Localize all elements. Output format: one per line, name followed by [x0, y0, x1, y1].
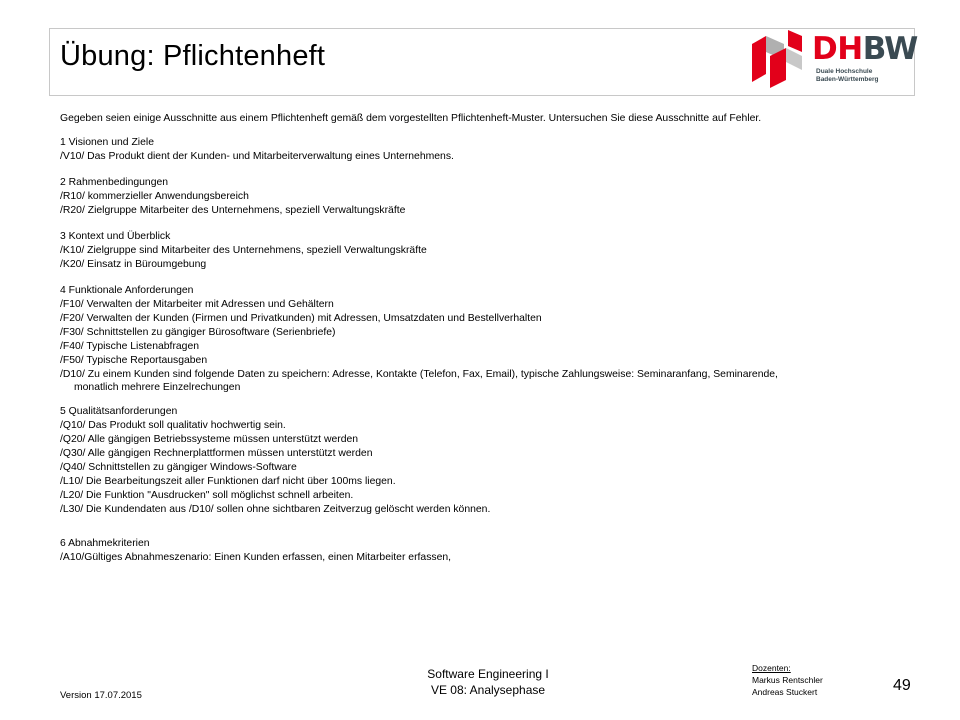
section-heading: 6 Abnahmekriterien: [60, 538, 150, 549]
list-item: /V10/ Das Produkt dient der Kunden- und Mitarbeiterverwaltung eines Unternehmens.: [60, 151, 454, 162]
list-item: /L20/ Die Funktion "Ausdrucken" soll möglichst schnell arbeiten.: [60, 490, 354, 501]
list-item: /R10/ kommerzieller Anwendungsbereich: [60, 191, 249, 202]
list-item-wrapped: [60, 368, 920, 393]
course-name: Software Engineering I: [427, 667, 549, 681]
section-abnahme: [60, 537, 920, 565]
section-heading: 5 Qualitätsanforderungen: [60, 406, 178, 417]
list-item: /L30/ Die Kundendaten aus /D10/ sollen ohne sichtbaren Zeitverzug gelöscht werden können.: [60, 504, 491, 515]
lecture-unit: VE 08: Analysephase: [430, 683, 546, 697]
page-number: 49: [893, 677, 911, 694]
lecturers: [752, 662, 823, 698]
dhbw-logo-mark-icon: [752, 30, 812, 88]
section-heading: 3 Kontext und Überblick: [60, 231, 171, 242]
lecturer-name: Andreas Stuckert: [752, 687, 818, 697]
footer-course: [388, 666, 588, 698]
section-heading: 4 Funktionale Anforderungen: [60, 285, 194, 296]
section-qualitaet: [60, 405, 920, 517]
list-item: /F50/ Typische Reportausgaben: [60, 355, 208, 366]
list-item: /K10/ Zielgruppe sind Mitarbeiter des Unternehmens, speziell Verwaltungskräfte: [60, 245, 427, 256]
dhbw-logo: [752, 30, 918, 88]
list-item: /Q20/ Alle gängigen Betriebssysteme müssen unterstützt werden: [60, 434, 359, 445]
list-item: /Q40/ Schnittstellen zu gängiger Windows-Software: [60, 462, 297, 473]
section-funktional: [60, 284, 920, 393]
list-item: /F40/ Typische Listenabfragen: [60, 341, 200, 352]
slide-body: [60, 112, 920, 577]
lecturers-label: Dozenten:: [752, 663, 791, 673]
list-item-line: /D10/ Zu einem Kunden sind folgende Daten zu speichern: Adresse, Kontakte (Telefon, Fax, Email), typische Zahlungsweise: Seminaranfang, Seminarende,: [60, 369, 778, 380]
logo-wordmark: DHBW: [812, 31, 918, 67]
intro-text: Gegeben seien einige Ausschnitte aus einem Pflichtenheft gemäß dem vorgestellten Pflichtenheft-Muster. Untersuchen Sie diese Ausschnitte auf Fehler.: [60, 113, 762, 124]
lecturer-name: Markus Rentschler: [752, 675, 823, 685]
section-heading: 1 Visionen und Ziele: [60, 137, 154, 148]
list-item: /A10/Gültiges Abnahmeszenario: Einen Kunden erfassen, einen Mitarbeiter erfassen,: [60, 552, 452, 563]
slide-title: Übung: Pflichtenheft: [60, 40, 326, 72]
list-item: /R20/ Zielgruppe Mitarbeiter des Unternehmens, speziell Verwaltungskräfte: [60, 205, 406, 216]
section-visionen: [60, 136, 920, 164]
version-label: Version 17.07.2015: [60, 690, 142, 701]
section-rahmenbedingungen: [60, 176, 920, 218]
list-item: /L10/ Die Bearbeitungszeit aller Funktionen darf nicht über 100ms liegen.: [60, 476, 396, 487]
list-item: /Q30/ Alle gängigen Rechnerplattformen müssen unterstützt werden: [60, 448, 373, 459]
list-item: /F30/ Schnittstellen zu gängiger Bürosoftware (Serienbriefe): [60, 327, 336, 338]
list-item: /F20/ Verwalten der Kunden (Firmen und Privatkunden) mit Adressen, Umsatzdaten und Bestellverhalten: [60, 313, 542, 324]
list-item: /F10/ Verwalten der Mitarbeiter mit Adressen und Gehältern: [60, 299, 334, 310]
list-item: /K20/ Einsatz in Büroumgebung: [60, 259, 207, 270]
logo-subline-1: Duale Hochschule: [816, 68, 873, 75]
list-item-continuation: monatlich mehrere Einzelrechungen: [74, 382, 241, 393]
section-heading: 2 Rahmenbedingungen: [60, 177, 169, 188]
section-kontext: [60, 230, 920, 272]
logo-subline-2: Baden-Württemberg: [816, 76, 879, 83]
list-item: /Q10/ Das Produkt soll qualitativ hochwertig sein.: [60, 420, 286, 431]
